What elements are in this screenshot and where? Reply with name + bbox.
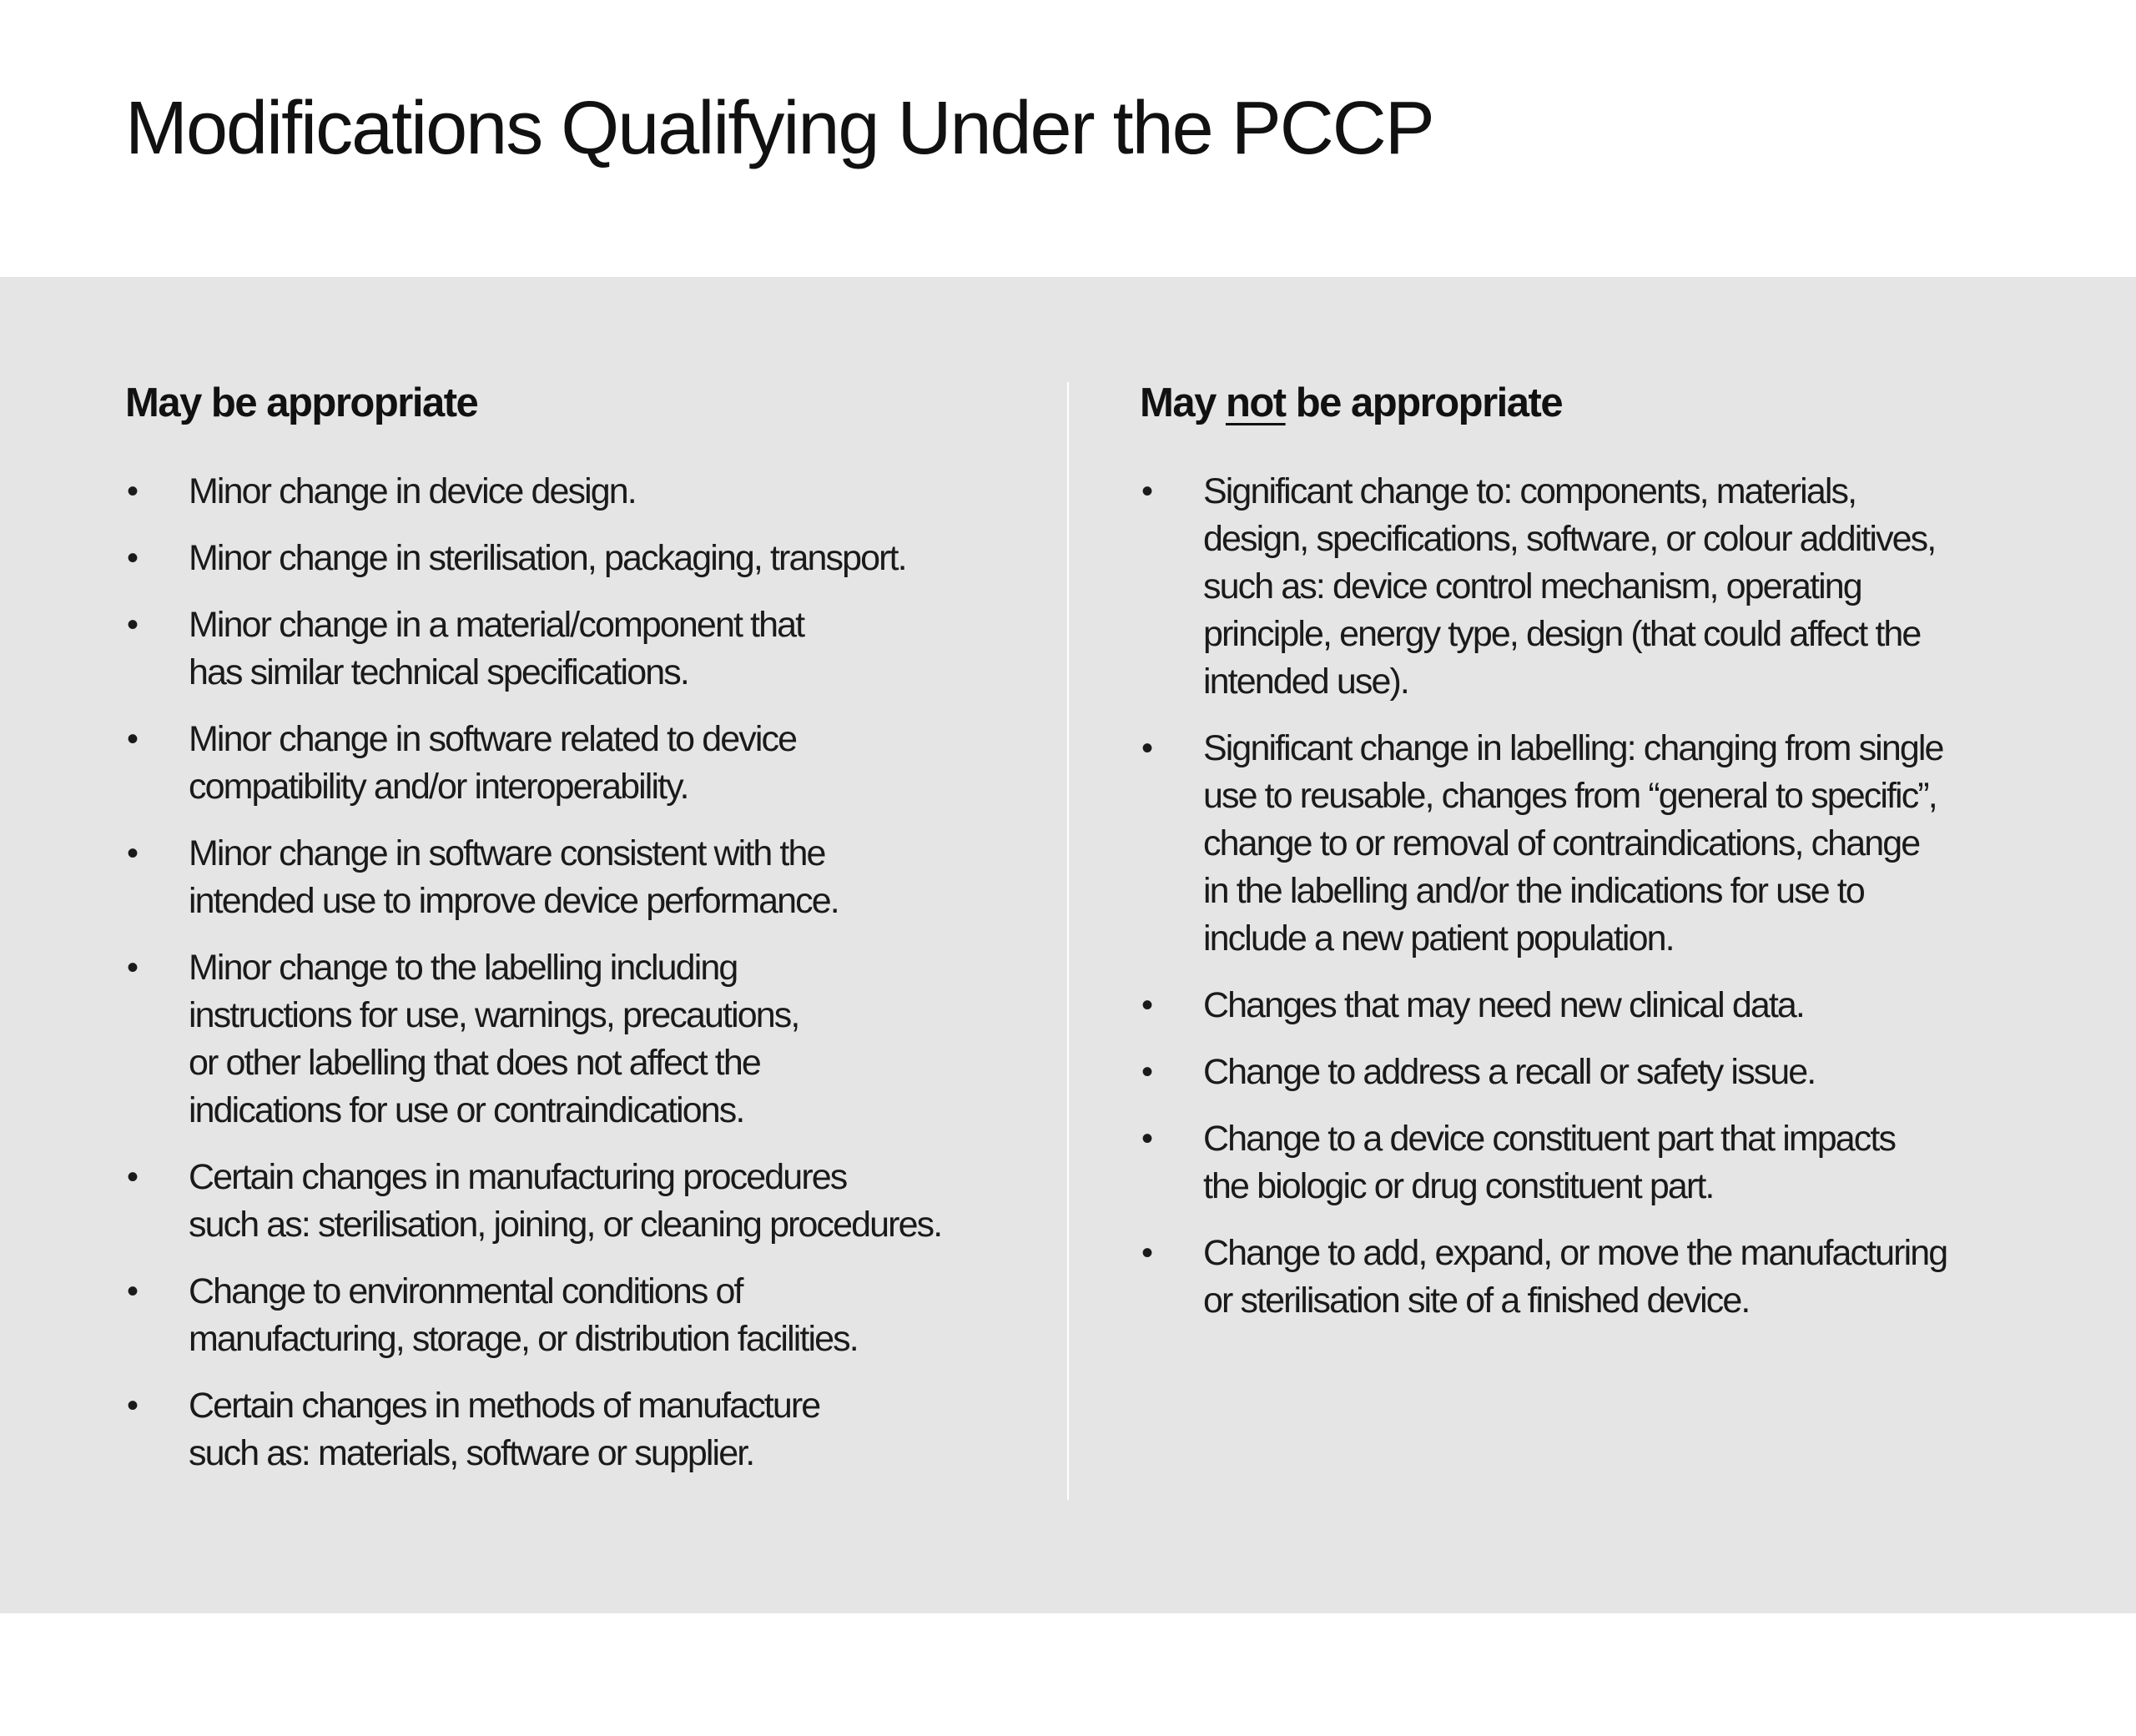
bullet-icon: • (127, 720, 139, 757)
text-line: Change to address a recall or safety issue. (1203, 1051, 1816, 1092)
list-item-text (189, 716, 1026, 811)
text-line: Change to a device constituent part that impacts (1203, 1118, 1896, 1159)
text-line: change to or removal of contraindications, change (1203, 823, 1920, 863)
text-line: use to reusable, changes from “general to specific”, (1203, 775, 1937, 816)
text-line: Certain changes in manufacturing procedures (189, 1156, 847, 1197)
heading-emphasis: not (1225, 380, 1286, 425)
text-line: Significant change to: components, materials, (1203, 470, 1856, 511)
list-item (125, 944, 1026, 1135)
list-item (125, 468, 1026, 516)
text-line: principle, energy type, design (that could affect the (1203, 613, 1921, 654)
bullet-icon: • (127, 949, 139, 986)
content-panel (0, 277, 2136, 1613)
appropriate-column (125, 379, 1026, 1497)
list-item (125, 830, 1026, 925)
list-item-text (1203, 1115, 2024, 1210)
list-item (125, 716, 1026, 811)
page-title: Modifications Qualifying Under the PCCP (125, 87, 1433, 170)
bullet-icon: • (127, 1272, 139, 1310)
list-item (1140, 725, 2024, 963)
bullet-icon: • (127, 606, 139, 643)
list-item-text (189, 535, 1026, 582)
bullet-icon: • (1141, 1120, 1154, 1157)
text-line: manufacturing, storage, or distribution facilities. (189, 1318, 858, 1359)
text-line: compatibility and/or interoperability. (189, 766, 688, 807)
list-item (1140, 1049, 2024, 1096)
text-line: has similar technical specifications. (189, 652, 688, 692)
bullet-icon: • (127, 539, 139, 576)
list-item-text (189, 601, 1026, 697)
list-item-text (1203, 982, 2024, 1029)
text-line: Significant change in labelling: changing from single (1203, 727, 1943, 768)
heading-suffix: be appropriate (1285, 380, 1563, 425)
list-item (1140, 982, 2024, 1029)
text-line: Minor change in a material/component that (189, 604, 804, 645)
text-line: Minor change in sterilisation, packaging, transport. (189, 537, 906, 578)
not-appropriate-list (1140, 468, 2024, 1325)
text-line: the biologic or drug constituent part. (1203, 1165, 1714, 1206)
bullet-icon: • (1141, 986, 1154, 1024)
not-appropriate-column (1140, 379, 2024, 1344)
text-line: or sterilisation site of a finished device. (1203, 1280, 1750, 1321)
text-line: in the labelling and/or the indications for use to (1203, 870, 1864, 911)
heading-prefix: May (1140, 380, 1226, 425)
list-item-text (189, 830, 1026, 925)
text-line: design, specifications, software, or colour additives, (1203, 518, 1936, 559)
text-line: Changes that may need new clinical data. (1203, 984, 1804, 1025)
text-line: intended use to improve device performance. (189, 880, 839, 921)
list-item-text (1203, 725, 2024, 963)
bullet-icon: • (127, 472, 139, 510)
list-item-text (189, 1154, 1026, 1249)
bullet-icon: • (127, 1386, 139, 1424)
text-line: such as: sterilisation, joining, or cleaning procedures. (189, 1204, 942, 1245)
text-line: Minor change in software consistent with the (189, 833, 825, 873)
list-item-text (189, 468, 1026, 516)
list-item-text (189, 1382, 1026, 1477)
bullet-icon: • (127, 1158, 139, 1195)
text-line: such as: materials, software or supplier. (189, 1432, 754, 1473)
list-item-text (189, 944, 1026, 1135)
not-appropriate-heading (1140, 379, 2024, 428)
text-line: Minor change to the labelling including (189, 947, 738, 988)
list-item-text (1203, 1230, 2024, 1325)
list-item-text (1203, 468, 2024, 706)
text-line: or other labelling that does not affect the (189, 1042, 760, 1083)
appropriate-heading: May be appropriate (125, 380, 478, 425)
list-item (1140, 1230, 2024, 1325)
text-line: include a new patient population. (1203, 918, 1674, 959)
list-item (1140, 1115, 2024, 1210)
bullet-icon: • (1141, 1053, 1154, 1090)
text-line: Minor change in device design. (189, 470, 636, 511)
text-line: Minor change in software related to device (189, 718, 797, 759)
text-line: such as: device control mechanism, operating (1203, 566, 1861, 606)
text-line: Change to add, expand, or move the manufacturing (1203, 1232, 1947, 1273)
bullet-icon: • (1141, 729, 1154, 767)
text-line: Change to environmental conditions of (189, 1271, 743, 1311)
list-item (125, 1268, 1026, 1363)
text-line: instructions for use, warnings, precautions, (189, 994, 799, 1035)
text-line: Certain changes in methods of manufacture (189, 1385, 820, 1426)
column-divider (1067, 382, 1069, 1500)
appropriate-list (125, 468, 1026, 1477)
list-item-text (1203, 1049, 2024, 1096)
list-item-text (189, 1268, 1026, 1363)
text-line: indications for use or contraindications. (189, 1089, 744, 1130)
list-item (125, 1382, 1026, 1477)
list-item (125, 1154, 1026, 1249)
list-item (125, 601, 1026, 697)
list-item (125, 535, 1026, 582)
bullet-icon: • (1141, 1234, 1154, 1271)
text-line: intended use). (1203, 661, 1408, 702)
list-item (1140, 468, 2024, 706)
bullet-icon: • (127, 834, 139, 872)
bullet-icon: • (1141, 472, 1154, 510)
